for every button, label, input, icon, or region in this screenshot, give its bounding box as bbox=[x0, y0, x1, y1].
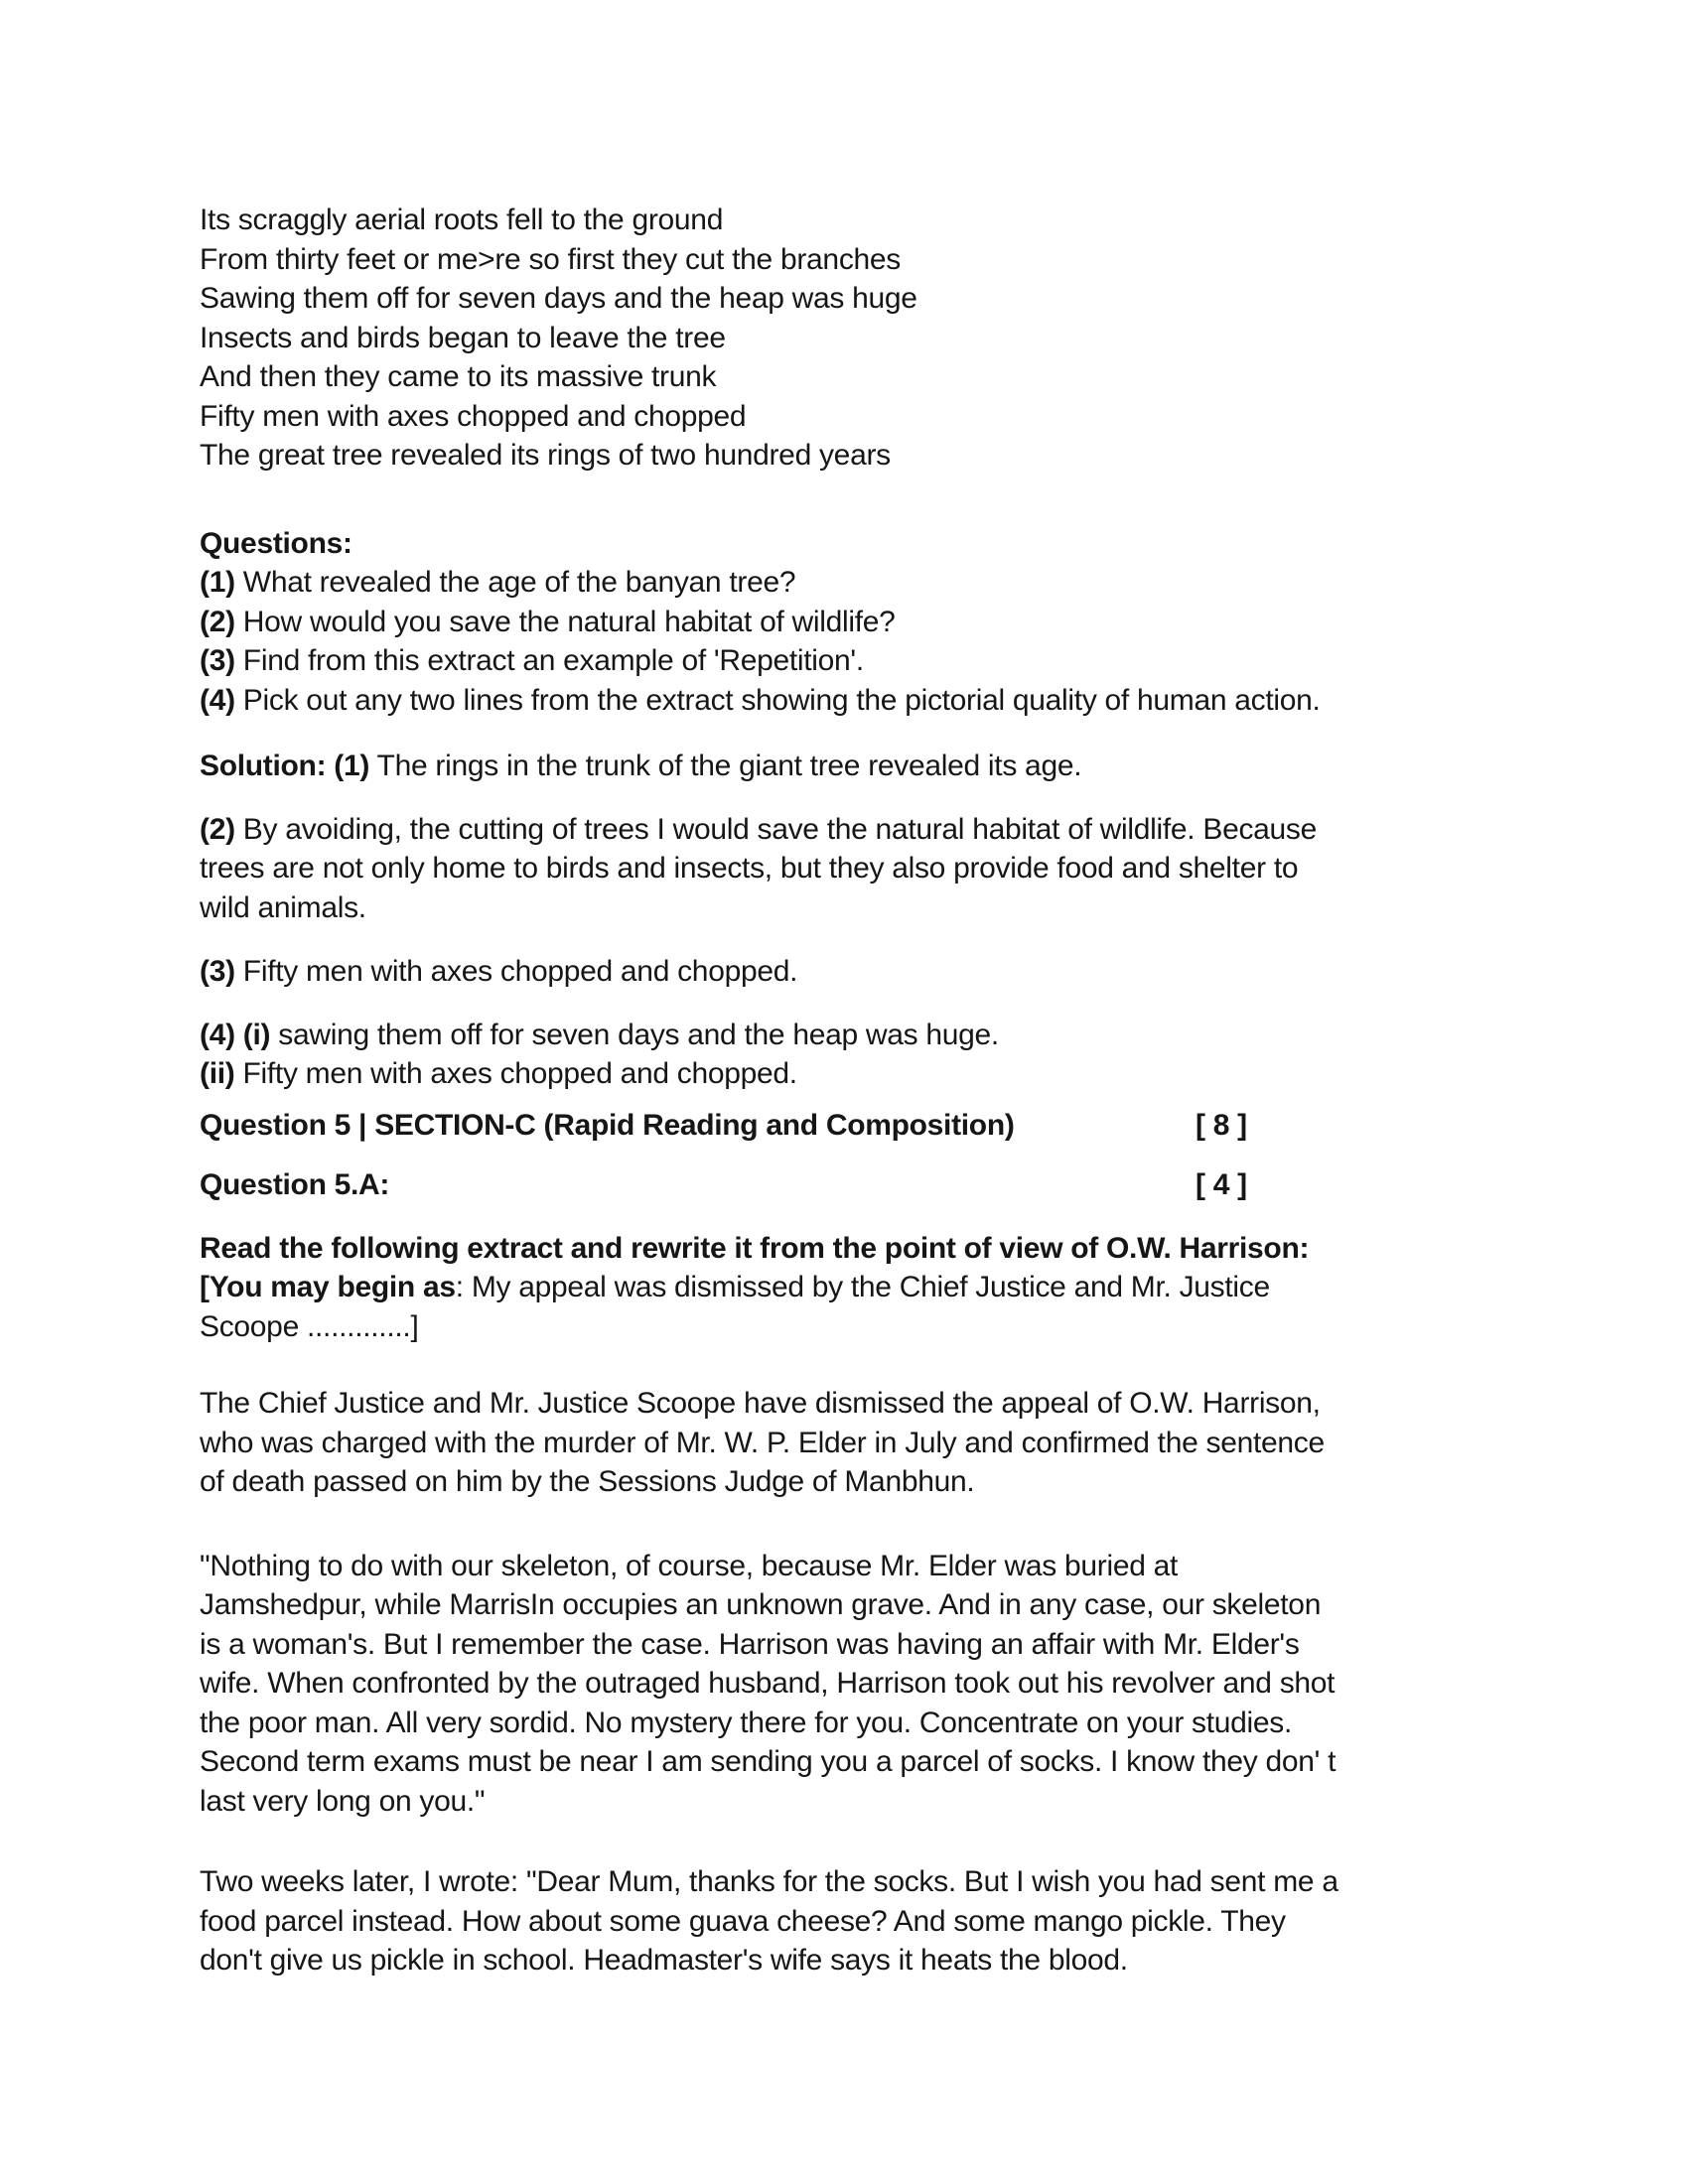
question-text: Pick out any two lines from the extract showing the pictorial quality of human action. bbox=[234, 683, 1321, 717]
paragraph-line: wife. When confronted by the outraged husband, Harrison took out his revolver and shot bbox=[200, 1667, 1336, 1700]
solution-line bbox=[200, 747, 1549, 786]
questions-section bbox=[200, 524, 1549, 721]
solution-part-4 bbox=[200, 1016, 1549, 1094]
solution-number: (4) (i) bbox=[200, 1018, 271, 1051]
rewrite-prompt bbox=[200, 1229, 1549, 1347]
question-item-4 bbox=[200, 681, 1549, 721]
solution-number: (2) bbox=[200, 812, 235, 846]
poem-line-6: Fifty men with axes chopped and chopped bbox=[200, 399, 747, 433]
solution-number: (ii) bbox=[200, 1057, 235, 1090]
paragraph-line: food parcel instead. How about some guava cheese? And some mango pickle. They bbox=[200, 1904, 1286, 1938]
question-5a-title: Question 5.A: bbox=[200, 1168, 390, 1201]
poem-line-2: From thirty feet or me>re so first they cut the branches bbox=[200, 242, 901, 276]
solution-line bbox=[200, 952, 1549, 992]
solution-line bbox=[200, 810, 1549, 850]
question-item-3 bbox=[200, 641, 1549, 681]
question-text: What revealed the age of the banyan tree? bbox=[234, 566, 796, 599]
question-number: (3) bbox=[200, 644, 235, 677]
paragraph-line: of death passed on him by the Sessions Judge of Manbhun. bbox=[200, 1465, 975, 1498]
solution-line: trees are not only home to birds and insects, but they also provide food and shelter to bbox=[200, 852, 1299, 885]
paragraph-line: last very long on you." bbox=[200, 1784, 486, 1818]
solution-part-2 bbox=[200, 810, 1549, 928]
paragraph-line: Jamshedpur, while MarrisIn occupies an unknown grave. And in any case, our skeleton bbox=[200, 1588, 1322, 1621]
question-text: Find from this extract an example of 'Repetition'. bbox=[234, 644, 864, 677]
question-5a-marks: [ 4 ] bbox=[1196, 1168, 1247, 1201]
solution-line bbox=[200, 1016, 1549, 1055]
solution-part-3 bbox=[200, 952, 1549, 992]
poem-extract bbox=[200, 201, 1549, 476]
solution-part-1 bbox=[200, 747, 1549, 786]
extract-paragraph-1 bbox=[200, 1384, 1549, 1502]
question-5-marks: [ 8 ] bbox=[1196, 1108, 1247, 1142]
questions-heading: Questions: bbox=[200, 526, 352, 560]
paragraph-line: is a woman's. But I remember the case. Harrison was having an affair with Mr. Elder's bbox=[200, 1627, 1300, 1661]
solution-text: The rings in the trunk of the giant tree revealed its age. bbox=[369, 750, 1082, 782]
extract-paragraph-3 bbox=[200, 1862, 1549, 1980]
poem-line-1: Its scraggly aerial roots fell to the ground bbox=[200, 204, 724, 236]
question-number: (2) bbox=[200, 605, 235, 638]
solution-text: Fifty men with axes chopped and chopped. bbox=[234, 955, 798, 988]
solution-label: Solution: (1) bbox=[200, 750, 370, 782]
paragraph-line: Second term exams must be near I am sending you a parcel of socks. I know they don' t bbox=[200, 1745, 1336, 1778]
poem-line-4: Insects and birds began to leave the tree bbox=[200, 321, 726, 354]
question-5-heading bbox=[200, 1106, 1549, 1146]
begin-note-line-2: Scoope .............] bbox=[200, 1309, 419, 1343]
poem-line-5: And then they came to its massive trunk bbox=[200, 360, 717, 393]
poem-line-3: Sawing them off for seven days and the heap was huge bbox=[200, 282, 917, 315]
poem-line-7: The great tree revealed its rings of two hundred years bbox=[200, 439, 891, 472]
question-item-2 bbox=[200, 603, 1549, 642]
extract-paragraph-2 bbox=[200, 1547, 1549, 1822]
prompt-instruction: Read the following extract and rewrite it from the point of view of O.W. Harrison: bbox=[200, 1231, 1310, 1265]
question-5-title: Question 5 | SECTION-C (Rapid Reading and Composition) bbox=[200, 1108, 1015, 1142]
solution-text: sawing them off for seven days and the heap was huge. bbox=[270, 1018, 999, 1051]
paragraph-line: don't give us pickle in school. Headmaster's wife says it heats the blood. bbox=[200, 1944, 1128, 1977]
begin-note-bold: [You may begin as bbox=[200, 1271, 456, 1303]
paragraph-line: "Nothing to do with our skeleton, of course, because Mr. Elder was buried at bbox=[200, 1549, 1179, 1582]
solution-line bbox=[200, 1054, 1549, 1094]
paragraph-line: the poor man. All very sordid. No mystery there for you. Concentrate on your studies. bbox=[200, 1706, 1293, 1739]
question-item-1 bbox=[200, 563, 1549, 603]
solution-text: By avoiding, the cutting of trees I would save the natural habitat of wildlife. Because bbox=[234, 812, 1318, 846]
paragraph-line: who was charged with the murder of Mr. W. P. Elder in July and confirmed the sentence bbox=[200, 1426, 1325, 1459]
solution-text: Fifty men with axes chopped and chopped. bbox=[234, 1057, 797, 1090]
begin-note-line-1 bbox=[200, 1268, 1549, 1307]
solution-number: (3) bbox=[200, 955, 235, 988]
question-5a-heading bbox=[200, 1165, 1549, 1205]
question-number: (4) bbox=[200, 683, 235, 717]
question-number: (1) bbox=[200, 566, 235, 599]
begin-note-rest: : My appeal was dismissed by the Chief Justice and Mr. Justice bbox=[455, 1271, 1270, 1303]
paragraph-line: Two weeks later, I wrote: "Dear Mum, thanks for the socks. But I wish you had sent me a bbox=[200, 1865, 1338, 1898]
solution-line: wild animals. bbox=[200, 890, 366, 924]
paragraph-line: The Chief Justice and Mr. Justice Scoope have dismissed the appeal of O.W. Harrison, bbox=[200, 1387, 1321, 1420]
question-text: How would you save the natural habitat of wildlife? bbox=[234, 605, 896, 638]
